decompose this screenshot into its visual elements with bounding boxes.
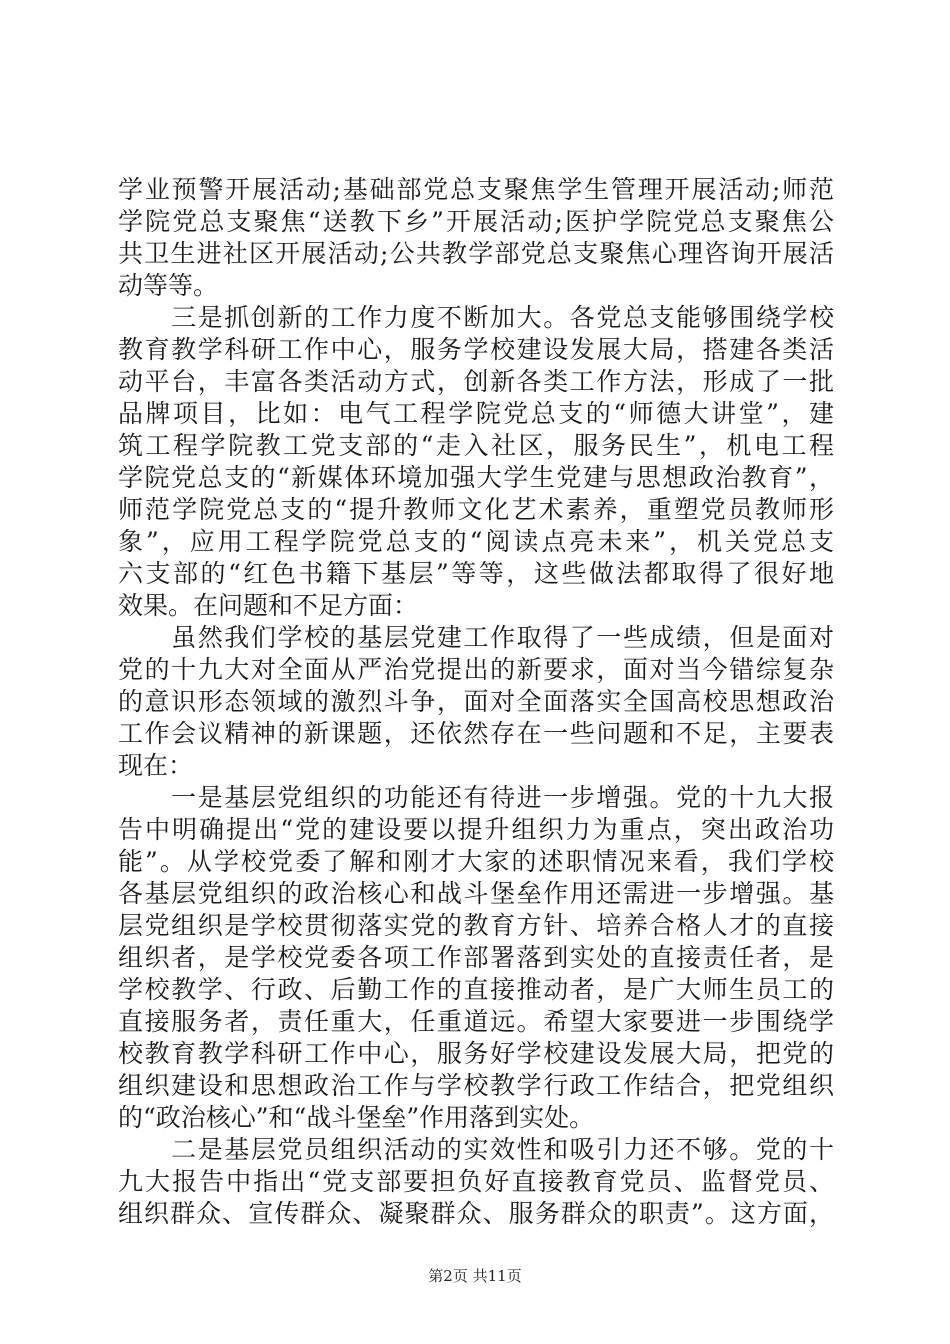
text-line: 现在： — [118, 751, 194, 780]
text-line: 学院党总支聚焦“送教下乡”开展活动;医护学院党总支聚焦公 — [118, 207, 834, 236]
page-footer: 第2页 共11页 — [428, 1267, 522, 1285]
text-line: 六支部的“红色书籍下基层”等等，这些做法都取得了很好地 — [118, 559, 834, 588]
text-line: 的意识形态领域的激烈斗争，面对全面落实全国高校思想政治 — [118, 687, 834, 716]
text-line: 层党组织是学校贯彻落实党的教育方针、培养合格人才的直接 — [118, 911, 834, 940]
text-line: 学校教学、行政、后勤工作的直接推动者，是广大师生员工的 — [118, 975, 834, 1004]
text-line: 二是基层党员组织活动的实效性和吸引力还不够。党的十 — [118, 1135, 834, 1164]
text-line: 各基层党组织的政治核心和战斗堡垒作用还需进一步增强。基 — [118, 879, 834, 908]
text-line: 学业预警开展活动;基础部党总支聚焦学生管理开展活动;师范 — [118, 175, 834, 204]
text-line: 教育教学科研工作中心，服务学校建设发展大局，搭建各类活 — [118, 335, 834, 364]
text-line: 象”，应用工程学院党总支的“阅读点亮未来”，机关党总支 — [118, 527, 834, 556]
text-line: 党的十九大对全面从严治党提出的新要求，面对当今错综复杂 — [118, 655, 834, 684]
text-line: 共卫生进社区开展活动;公共教学部党总支聚焦心理咨询开展活 — [118, 239, 834, 268]
text-line: 组织群众、宣传群众、凝聚群众、服务群众的职责”。这方面， — [118, 1199, 834, 1228]
text-line: 动等等。 — [118, 271, 219, 300]
text-line: 动平台，丰富各类活动方式，创新各类工作方法，形成了一批 — [118, 367, 834, 396]
text-line: 效果。在问题和不足方面： — [118, 591, 419, 620]
text-line: 学院党总支的“新媒体环境加强大学生党建与思想政治教育”， — [118, 463, 834, 492]
text-line: 品牌项目，比如：电气工程学院党总支的“师德大讲堂”，建 — [118, 399, 834, 428]
text-line: 能”。从学校党委了解和刚才大家的述职情况来看，我们学校 — [118, 847, 834, 876]
text-line: 组织建设和思想政治工作与学校教学行政工作结合，把党组织 — [118, 1071, 834, 1100]
text-line: 组织者，是学校党委各项工作部署落到实处的直接责任者，是 — [118, 943, 834, 972]
text-line: 师范学院党总支的“提升教师文化艺术素养，重塑党员教师形 — [118, 495, 834, 524]
text-line: 校教育教学科研工作中心，服务好学校建设发展大局，把党的 — [118, 1039, 834, 1068]
text-line: 工作会议精神的新课题，还依然存在一些问题和不足，主要表 — [118, 719, 834, 748]
text-line: 虽然我们学校的基层党建工作取得了一些成绩，但是面对 — [118, 623, 834, 652]
text-line: 三是抓创新的工作力度不断加大。各党总支能够围绕学校 — [118, 303, 834, 332]
text-line: 直接服务者，责任重大，任重道远。希望大家要进一步围绕学 — [118, 1007, 834, 1036]
text-line: 告中明确提出“党的建设要以提升组织力为重点，突出政治功 — [118, 815, 834, 844]
text-line: 九大报告中指出“党支部要担负好直接教育党员、监督党员、 — [118, 1167, 834, 1196]
text-line: 一是基层党组织的功能还有待进一步增强。党的十九大报 — [118, 783, 834, 812]
text-line: 筑工程学院教工党支部的“走入社区，服务民生”，机电工程 — [118, 431, 834, 460]
text-line: 的“政治核心”和“战斗堡垒”作用落到实处。 — [118, 1103, 595, 1132]
